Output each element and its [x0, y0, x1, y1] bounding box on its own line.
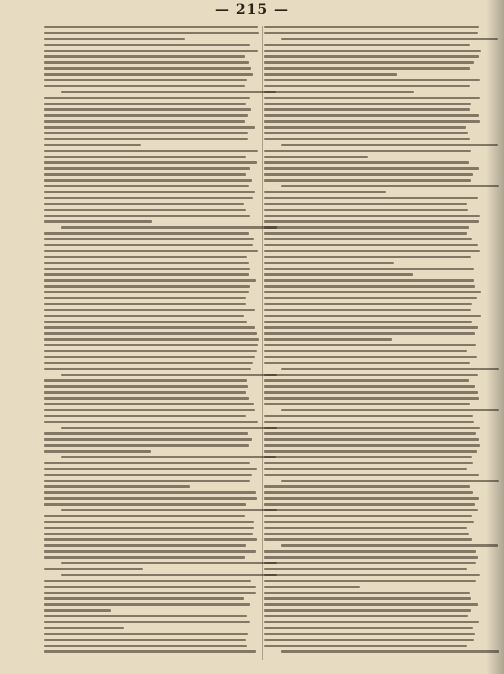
text-line: [44, 238, 254, 240]
text-line: [264, 103, 471, 105]
text-line: [61, 509, 277, 511]
text-line: [264, 55, 479, 57]
text-line: [264, 597, 471, 599]
text-line: [281, 480, 498, 482]
text-line: [264, 462, 473, 464]
text-line: [264, 474, 479, 476]
text-line: [44, 38, 185, 40]
text-line: [264, 173, 473, 175]
text-line: [264, 256, 471, 258]
text-line: [44, 268, 250, 270]
text-line: [44, 55, 245, 57]
text-line: [264, 161, 469, 163]
text-line: [61, 91, 276, 93]
text-line: [44, 326, 255, 328]
text-line: [44, 533, 253, 535]
text-line: [44, 344, 258, 346]
text-line: [264, 50, 481, 52]
text-line: [44, 368, 251, 370]
text-line: [44, 309, 255, 311]
text-line: [264, 220, 479, 222]
text-line: [44, 256, 247, 258]
text-line: [44, 114, 248, 116]
text-line: [264, 586, 360, 588]
text-line: [44, 580, 251, 582]
text-line: [44, 485, 190, 487]
text-line: [44, 550, 256, 552]
text-line: [44, 444, 249, 446]
text-line: [44, 79, 247, 81]
text-line: [61, 427, 276, 429]
text-line: [44, 26, 258, 28]
text-line: [44, 639, 246, 641]
text-line: [44, 609, 111, 611]
text-line: [264, 197, 478, 199]
text-line: [264, 226, 469, 228]
text-line: [264, 114, 479, 116]
text-line: [61, 574, 276, 576]
text-line: [264, 485, 470, 487]
text-line: [264, 468, 467, 470]
text-line: [264, 291, 481, 293]
text-line: [264, 533, 469, 535]
text-line: [61, 226, 277, 228]
text-line: [264, 315, 481, 317]
text-line: [264, 521, 474, 523]
text-line: [44, 397, 249, 399]
text-line: [264, 150, 471, 152]
text-line: [44, 438, 252, 440]
text-line: [44, 597, 244, 599]
text-line: [264, 238, 472, 240]
text-line: [44, 85, 245, 87]
text-line: [264, 138, 470, 140]
text-line: [44, 32, 259, 34]
text-line: [264, 603, 478, 605]
text-line: [44, 285, 250, 287]
text-line: [264, 615, 468, 617]
text-line: [264, 362, 470, 364]
text-line: [264, 191, 386, 193]
text-line: [44, 262, 249, 264]
text-line: [264, 556, 478, 558]
text-line: [264, 527, 467, 529]
right-text-column: [264, 26, 482, 660]
text-line: [44, 185, 249, 187]
text-line: [264, 444, 480, 446]
text-line: [264, 427, 480, 429]
text-line: [44, 538, 257, 540]
text-line: [264, 285, 475, 287]
text-line: [44, 273, 249, 275]
text-line: [264, 97, 480, 99]
text-line: [44, 173, 246, 175]
text-line: [44, 73, 253, 75]
text-line: [44, 586, 256, 588]
text-line: [44, 409, 255, 411]
text-line: [264, 108, 470, 110]
text-line: [264, 209, 468, 211]
text-line: [264, 67, 470, 69]
text-line: [44, 197, 253, 199]
text-line: [264, 432, 476, 434]
text-line: [44, 544, 246, 546]
text-line: [264, 580, 476, 582]
text-line: [264, 503, 475, 505]
text-line: [264, 85, 470, 87]
text-line: [44, 108, 251, 110]
text-line: [264, 621, 479, 623]
text-line: [264, 79, 480, 81]
text-line: [44, 203, 244, 205]
text-line: [44, 332, 257, 334]
text-line: [264, 385, 475, 387]
text-line: [264, 350, 467, 352]
text-line: [264, 491, 473, 493]
text-line: [44, 103, 246, 105]
text-line: [264, 438, 479, 440]
text-line: [264, 326, 478, 328]
text-line: [44, 497, 257, 499]
column-divider: [262, 26, 263, 660]
text-line: [44, 209, 246, 211]
text-line: [264, 244, 478, 246]
text-line: [44, 615, 247, 617]
text-line: [264, 574, 480, 576]
text-line: [264, 609, 471, 611]
page-number: — 215 —: [215, 2, 289, 18]
text-line: [44, 385, 248, 387]
text-line: [264, 297, 477, 299]
text-line: [264, 120, 480, 122]
text-line: [44, 161, 257, 163]
text-line: [44, 480, 250, 482]
text-line: [264, 167, 479, 169]
text-line: [264, 156, 368, 158]
text-line: [44, 244, 253, 246]
text-line: [44, 450, 151, 452]
text-line: [44, 50, 258, 52]
text-line: [44, 515, 245, 517]
text-line: [264, 645, 467, 647]
text-line: [264, 268, 474, 270]
text-line: [264, 627, 473, 629]
text-line: [264, 391, 478, 393]
text-line: [44, 350, 257, 352]
text-line: [264, 356, 477, 358]
text-line: [44, 556, 245, 558]
text-line: [44, 291, 249, 293]
text-line: [264, 497, 479, 499]
text-line: [264, 568, 467, 570]
text-line: [44, 250, 258, 252]
text-line: [281, 38, 498, 40]
text-line: [44, 468, 257, 470]
text-line: [264, 321, 472, 323]
text-line: [44, 491, 256, 493]
text-line: [281, 368, 499, 370]
text-line: [264, 279, 474, 281]
text-line: [44, 315, 244, 317]
text-line: [281, 409, 498, 411]
text-line: [264, 232, 467, 234]
text-line: [264, 273, 413, 275]
text-line: [44, 167, 250, 169]
text-line: [264, 179, 471, 181]
text-line: [264, 126, 466, 128]
text-line: [264, 421, 474, 423]
text-line: [44, 67, 251, 69]
text-line: [44, 645, 247, 647]
text-line: [44, 44, 250, 46]
text-line: [264, 379, 469, 381]
text-line: [44, 650, 256, 652]
text-line: [264, 338, 392, 340]
text-line: [264, 91, 414, 93]
text-line: [264, 303, 472, 305]
text-line: [264, 538, 472, 540]
text-line: [264, 639, 474, 641]
text-line: [44, 156, 246, 158]
text-line: [44, 303, 246, 305]
text-line: [264, 397, 479, 399]
text-line: [264, 509, 478, 511]
text-line: [264, 403, 470, 405]
text-line: [44, 603, 250, 605]
text-line: [61, 374, 277, 376]
text-line: [281, 650, 499, 652]
text-line: [281, 144, 498, 146]
text-line: [264, 132, 468, 134]
text-line: [44, 415, 246, 417]
text-line: [264, 262, 394, 264]
text-line: [264, 592, 470, 594]
text-line: [44, 279, 256, 281]
text-line: [44, 356, 255, 358]
text-line: [264, 374, 478, 376]
text-line: [61, 456, 276, 458]
text-line: [44, 97, 250, 99]
text-line: [44, 338, 259, 340]
text-line: [264, 73, 397, 75]
text-line: [44, 568, 143, 570]
text-line: [44, 215, 250, 217]
text-line: [264, 550, 476, 552]
binding-shadow: [486, 0, 504, 674]
text-line: [264, 450, 477, 452]
text-line: [264, 203, 467, 205]
text-line: [264, 309, 471, 311]
text-line: [44, 362, 253, 364]
text-line: [44, 379, 247, 381]
text-line: [264, 456, 472, 458]
text-line: [44, 144, 141, 146]
text-line: [264, 344, 476, 346]
text-line: [44, 621, 250, 623]
text-line: [44, 232, 249, 234]
text-line: [44, 503, 246, 505]
text-line: [44, 179, 252, 181]
text-line: [44, 61, 249, 63]
text-line: [44, 474, 252, 476]
text-line: [264, 215, 480, 217]
text-line: [44, 633, 248, 635]
text-line: [264, 32, 478, 34]
text-line: [44, 391, 246, 393]
text-line: [44, 120, 245, 122]
text-line: [44, 321, 247, 323]
text-line: [44, 138, 248, 140]
text-line: [264, 415, 473, 417]
text-line: [44, 462, 250, 464]
text-line: [44, 403, 254, 405]
text-line: [44, 297, 246, 299]
text-line: [44, 132, 248, 134]
text-line: [44, 592, 256, 594]
text-line: [44, 527, 254, 529]
text-line: [44, 432, 248, 434]
text-line: [61, 562, 277, 564]
text-line: [44, 191, 255, 193]
left-text-column: [44, 26, 260, 660]
text-line: [264, 633, 475, 635]
text-line: [44, 126, 255, 128]
text-line: [44, 220, 152, 222]
text-line: [264, 61, 474, 63]
text-line: [281, 185, 498, 187]
text-line: [44, 421, 258, 423]
text-line: [264, 332, 475, 334]
text-line: [44, 521, 254, 523]
text-line: [264, 26, 479, 28]
text-line: [44, 150, 258, 152]
text-line: [44, 627, 124, 629]
text-line: [264, 562, 476, 564]
text-line: [264, 515, 472, 517]
text-line: [264, 250, 480, 252]
text-line: [264, 44, 470, 46]
text-line: [281, 544, 498, 546]
